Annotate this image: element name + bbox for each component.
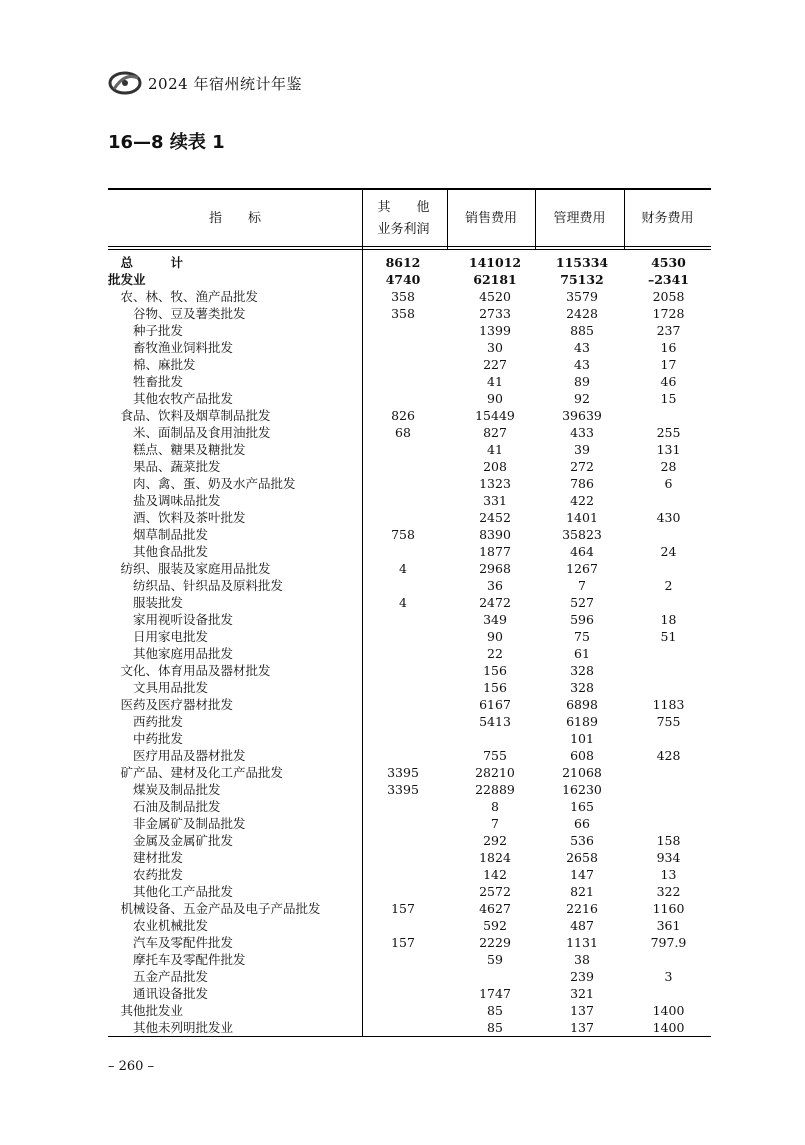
row-value: 4 xyxy=(399,561,407,576)
table-title: 16—8 续表 1 xyxy=(108,132,225,153)
table-row xyxy=(108,543,711,560)
row-label: 农药批发 xyxy=(108,867,184,882)
row-label: 盐及调味品批发 xyxy=(108,493,221,508)
row-label: 其他食品批发 xyxy=(108,544,209,559)
row-label: 非金属矿及制品批发 xyxy=(108,816,246,831)
row-value: 1323 xyxy=(479,476,511,491)
row-value: 158 xyxy=(656,833,681,848)
row-value: 1131 xyxy=(566,935,598,950)
row-label: 其他未列明批发业 xyxy=(108,1020,234,1035)
row-value: 2 xyxy=(664,578,673,593)
header-finance-expense: 财务费用 xyxy=(641,210,694,226)
row-value: 38 xyxy=(574,952,590,967)
table-row xyxy=(108,798,711,815)
row-value: 30 xyxy=(487,340,503,355)
row-label: 谷物、豆及薯类批发 xyxy=(108,306,246,321)
table-row xyxy=(108,679,711,696)
row-value: 755 xyxy=(656,714,681,729)
row-label: 农、林、牧、渔产品批发 xyxy=(108,289,259,304)
header-selling-expense: 销售费用 xyxy=(464,210,517,226)
row-value: 1267 xyxy=(566,561,598,576)
row-value: 46 xyxy=(660,374,677,389)
row-value: 156 xyxy=(483,680,507,695)
row-value: 1400 xyxy=(652,1020,685,1035)
row-value: 786 xyxy=(570,476,594,491)
row-value: 592 xyxy=(483,918,507,933)
row-value: 1160 xyxy=(652,901,685,916)
table-row xyxy=(108,713,711,730)
table-row xyxy=(108,764,711,781)
row-value: 5413 xyxy=(479,714,511,729)
row-value: 2216 xyxy=(566,901,598,916)
header-title: 2024 年宿州统计年鉴 xyxy=(148,74,302,93)
row-value: 7 xyxy=(578,578,586,593)
row-value: 1399 xyxy=(479,323,511,338)
row-value: 2968 xyxy=(479,561,511,576)
row-value: 22889 xyxy=(475,782,515,797)
table-row xyxy=(108,458,711,475)
row-value: 1400 xyxy=(652,1003,685,1018)
row-value: 608 xyxy=(570,748,594,763)
row-label: 酒、饮料及茶叶批发 xyxy=(108,510,246,525)
row-value: 59 xyxy=(487,952,503,967)
column-divider xyxy=(535,188,536,249)
row-value: 62181 xyxy=(473,272,517,287)
row-value: 51 xyxy=(660,629,677,644)
table-row xyxy=(108,815,711,832)
row-value: 8 xyxy=(491,799,499,814)
row-value: 39 xyxy=(574,442,590,457)
row-value: 18 xyxy=(660,612,677,627)
row-value: 2658 xyxy=(566,850,598,865)
row-value: 487 xyxy=(570,918,594,933)
row-value: 208 xyxy=(483,459,507,474)
row-value: 596 xyxy=(570,612,594,627)
row-value: 2229 xyxy=(479,935,511,950)
table-row xyxy=(108,594,711,611)
row-label: 中药批发 xyxy=(108,731,184,746)
row-value: 237 xyxy=(656,323,681,338)
row-label: 牲畜批发 xyxy=(108,374,184,389)
row-value: 328 xyxy=(570,680,594,695)
page-header xyxy=(108,66,302,100)
table-row xyxy=(108,492,711,509)
row-label: 金属及金属矿批发 xyxy=(108,833,234,848)
row-label: 医药及医疗器材批发 xyxy=(108,697,234,712)
table-row xyxy=(108,628,711,645)
row-value: 321 xyxy=(570,986,594,1001)
row-label: 机械设备、五金产品及电子产品批发 xyxy=(108,901,321,916)
header-admin-expense: 管理费用 xyxy=(553,210,606,226)
row-label: 日用家电批发 xyxy=(108,629,209,644)
row-label: 纺织、服装及家庭用品批发 xyxy=(108,561,271,576)
row-value: 75132 xyxy=(560,272,604,287)
row-value: 4530 xyxy=(651,255,686,270)
table-row xyxy=(108,832,711,849)
table-row xyxy=(108,883,711,900)
row-value: 16230 xyxy=(562,782,602,797)
table-row xyxy=(108,781,711,798)
row-label: 纺织品、针织品及原料批发 xyxy=(108,578,284,593)
table-row xyxy=(108,662,711,679)
row-value: 28 xyxy=(660,459,677,474)
row-value: 36 xyxy=(487,578,503,593)
table-row xyxy=(108,696,711,713)
row-value: 85 xyxy=(487,1020,503,1035)
row-label: 矿产品、建材及化工产品批发 xyxy=(108,765,284,780)
row-value: 1747 xyxy=(479,986,511,1001)
row-value: 328 xyxy=(570,663,594,678)
table-bottom-rule xyxy=(108,1036,711,1037)
header-other-profit-line2: 业务利润 xyxy=(377,221,430,237)
row-value: 422 xyxy=(570,493,594,508)
row-value: 2058 xyxy=(652,289,685,304)
row-label: 棉、麻批发 xyxy=(108,357,196,372)
row-value: 156 xyxy=(483,663,507,678)
row-value: 8390 xyxy=(479,527,511,542)
row-value: 115334 xyxy=(555,255,609,270)
table-row xyxy=(108,373,711,390)
row-label: 文具用品批发 xyxy=(108,680,209,695)
row-value: 428 xyxy=(656,748,681,763)
row-value: 43 xyxy=(574,340,590,355)
table-row xyxy=(108,509,711,526)
row-value: 358 xyxy=(391,306,415,321)
row-label: 糕点、糖果及糖批发 xyxy=(108,442,246,457)
table-row xyxy=(108,1002,711,1019)
row-value: 92 xyxy=(574,391,590,406)
table-row xyxy=(108,611,711,628)
table-row xyxy=(108,356,711,373)
row-value: 142 xyxy=(483,867,507,882)
row-label: 煤炭及制品批发 xyxy=(108,782,221,797)
table-row xyxy=(108,475,711,492)
table-row xyxy=(108,390,711,407)
row-value: 292 xyxy=(483,833,507,848)
row-label: 服装批发 xyxy=(108,595,184,610)
header-indicator: 指 标 xyxy=(208,210,261,226)
row-value: 430 xyxy=(656,510,681,525)
row-value: 821 xyxy=(570,884,594,899)
row-value: 1728 xyxy=(652,306,685,321)
header-rule xyxy=(108,246,711,247)
table-row xyxy=(108,526,711,543)
table-row xyxy=(108,339,711,356)
row-value: 165 xyxy=(570,799,594,814)
row-value: 89 xyxy=(574,374,590,389)
row-value: 255 xyxy=(656,425,681,440)
row-value: 272 xyxy=(570,459,594,474)
row-label: 烟草制品批发 xyxy=(108,527,209,542)
row-value: 3395 xyxy=(387,765,419,780)
row-label: 通讯设备批发 xyxy=(108,986,209,1001)
row-value: 22 xyxy=(487,646,503,661)
table-row xyxy=(108,730,711,747)
row-value: 1183 xyxy=(652,697,685,712)
row-value: 15449 xyxy=(475,408,515,423)
table-row xyxy=(108,441,711,458)
row-value: 527 xyxy=(570,595,594,610)
table-row xyxy=(108,254,711,271)
row-value: 797.9 xyxy=(650,935,687,950)
row-value: 157 xyxy=(391,935,415,950)
row-value: 147 xyxy=(570,867,594,882)
table-row xyxy=(108,1019,711,1036)
row-value: 755 xyxy=(483,748,507,763)
column-divider xyxy=(624,188,625,249)
row-value: 131 xyxy=(656,442,681,457)
row-label: 家用视听设备批发 xyxy=(108,612,234,627)
row-value: 21068 xyxy=(562,765,602,780)
row-value: 6 xyxy=(664,476,673,491)
row-value: 331 xyxy=(483,493,507,508)
row-label: 其他家庭用品批发 xyxy=(108,646,234,661)
header-other-profit xyxy=(362,190,445,247)
row-value: 43 xyxy=(574,357,590,372)
row-label: 汽车及零配件批发 xyxy=(108,935,234,950)
row-value: 17 xyxy=(660,357,677,372)
row-value: 4627 xyxy=(479,901,511,916)
row-label: 总 计 xyxy=(108,255,184,270)
row-value: 137 xyxy=(570,1003,594,1018)
row-value: 6167 xyxy=(479,697,511,712)
table-row xyxy=(108,951,711,968)
row-label: 石油及制品批发 xyxy=(108,799,221,814)
row-label: 批发业 xyxy=(108,272,146,287)
row-value: 433 xyxy=(570,425,594,440)
row-value: 4740 xyxy=(385,272,421,287)
table-row xyxy=(108,747,711,764)
table-body xyxy=(108,254,711,1036)
table-row xyxy=(108,985,711,1002)
row-label: 米、面制品及食用油批发 xyxy=(108,425,271,440)
row-value: 157 xyxy=(391,901,415,916)
row-label: 医疗用品及器材批发 xyxy=(108,748,246,763)
table-row xyxy=(108,866,711,883)
row-value: 137 xyxy=(570,1020,594,1035)
row-value: 3579 xyxy=(566,289,598,304)
row-value: 758 xyxy=(391,527,415,542)
table-row xyxy=(108,560,711,577)
row-value: 75 xyxy=(574,629,590,644)
row-value: 68 xyxy=(395,425,411,440)
row-value: 141012 xyxy=(468,255,522,270)
row-value: 4 xyxy=(399,595,407,610)
header-rule-double xyxy=(108,249,711,250)
row-value: 6898 xyxy=(566,697,598,712)
row-value: 101 xyxy=(570,731,594,746)
row-value: 90 xyxy=(487,629,503,644)
table-row xyxy=(108,407,711,424)
table-header xyxy=(108,190,711,247)
row-value: 35823 xyxy=(562,527,602,542)
table-row xyxy=(108,424,711,441)
row-value: 6189 xyxy=(566,714,598,729)
row-value: 4520 xyxy=(479,289,511,304)
row-value: 826 xyxy=(391,408,415,423)
row-label: 果品、蔬菜批发 xyxy=(108,459,221,474)
row-value: –2341 xyxy=(647,272,690,287)
row-value: 90 xyxy=(487,391,503,406)
row-value: 2472 xyxy=(479,595,511,610)
row-value: 2572 xyxy=(479,884,511,899)
table-row xyxy=(108,934,711,951)
row-label: 文化、体育用品及器材批发 xyxy=(108,663,271,678)
row-value: 358 xyxy=(391,289,415,304)
row-label: 其他批发业 xyxy=(108,1003,184,1018)
row-value: 13 xyxy=(660,867,677,882)
row-value: 28210 xyxy=(475,765,515,780)
table-row xyxy=(108,305,711,322)
row-value: 41 xyxy=(487,374,503,389)
yearbook-logo-icon xyxy=(108,70,142,96)
row-label: 摩托车及零配件批发 xyxy=(108,952,246,967)
row-value: 885 xyxy=(570,323,594,338)
header-other-profit-line1: 其 他 xyxy=(377,199,430,215)
row-label: 畜牧渔业饲料批发 xyxy=(108,340,234,355)
row-value: 1877 xyxy=(479,544,511,559)
row-value: 66 xyxy=(574,816,590,831)
table-row xyxy=(108,968,711,985)
row-value: 24 xyxy=(660,544,677,559)
row-value: 227 xyxy=(483,357,507,372)
row-value: 61 xyxy=(574,646,590,661)
row-value: 39639 xyxy=(562,408,602,423)
table-row xyxy=(108,271,711,288)
row-label: 种子批发 xyxy=(108,323,184,338)
row-value: 934 xyxy=(656,850,681,865)
row-value: 2428 xyxy=(566,306,598,321)
row-value: 349 xyxy=(483,612,507,627)
table-row xyxy=(108,917,711,934)
row-label: 建材批发 xyxy=(108,850,184,865)
table-row xyxy=(108,577,711,594)
row-label: 西药批发 xyxy=(108,714,184,729)
row-label: 其他农牧产品批发 xyxy=(108,391,234,406)
table-row xyxy=(108,322,711,339)
row-label: 食品、饮料及烟草制品批发 xyxy=(108,408,271,423)
row-value: 16 xyxy=(660,340,677,355)
column-divider xyxy=(447,188,448,249)
row-value: 239 xyxy=(570,969,594,984)
row-value: 464 xyxy=(570,544,594,559)
row-value: 536 xyxy=(570,833,594,848)
row-value: 7 xyxy=(491,816,499,831)
row-value: 2733 xyxy=(479,306,511,321)
row-value: 41 xyxy=(487,442,503,457)
row-value: 1401 xyxy=(566,510,598,525)
row-value: 3395 xyxy=(387,782,419,797)
row-value: 827 xyxy=(483,425,507,440)
row-label: 肉、禽、蛋、奶及水产品批发 xyxy=(108,476,296,491)
row-value: 3 xyxy=(664,969,673,984)
row-value: 2452 xyxy=(479,510,511,525)
table-row xyxy=(108,900,711,917)
table-row xyxy=(108,645,711,662)
table-row xyxy=(108,288,711,305)
row-value: 361 xyxy=(656,918,681,933)
row-label: 农业机械批发 xyxy=(108,918,209,933)
page-number: – 260 – xyxy=(108,1059,155,1074)
row-value: 15 xyxy=(660,391,677,406)
row-label: 五金产品批发 xyxy=(108,969,209,984)
row-label: 其他化工产品批发 xyxy=(108,884,234,899)
row-value: 322 xyxy=(656,884,681,899)
table-row xyxy=(108,849,711,866)
row-value: 1824 xyxy=(479,850,511,865)
row-value: 85 xyxy=(487,1003,503,1018)
row-value: 8612 xyxy=(385,255,421,270)
